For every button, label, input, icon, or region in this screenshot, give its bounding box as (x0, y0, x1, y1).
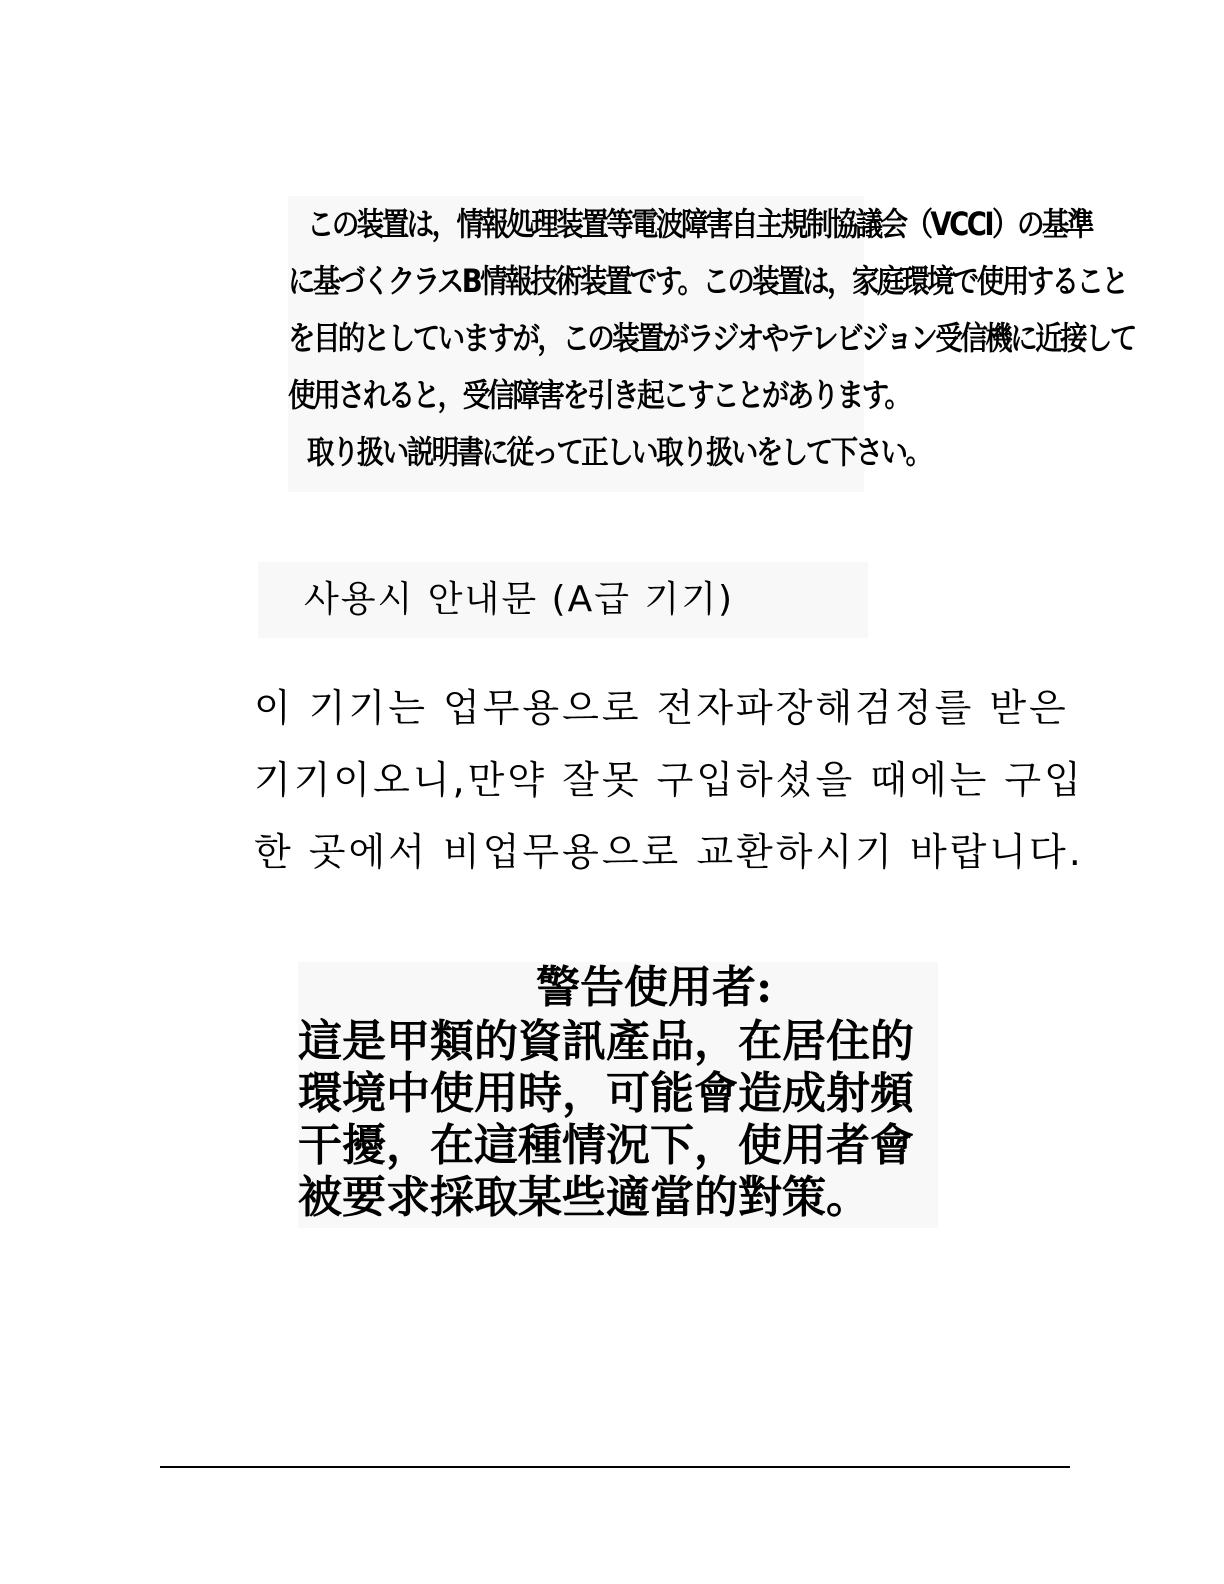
zh-warning-line: 干擾，在這種情況下，使用者會 (298, 1120, 914, 1171)
korean-notice-heading: 사용시 안내문 (A급 기기) (258, 562, 868, 638)
zh-warning-line: 被要求採取某些適當的對策。 (298, 1172, 870, 1223)
footer-divider (160, 1466, 1070, 1468)
zh-warning-line: 環境中使用時，可能會造成射頻 (298, 1068, 914, 1119)
jp-notice-line: 使用されると，受信障害を引き起こすことがあります。 (288, 376, 910, 414)
jp-notice-line: に基づくクラスB情報技術装置です。この装置は，家庭環境で使用すること (288, 262, 1127, 300)
jp-notice-line: この装置は，情報処理装置等電波障害自主規制協議会（VCCI）の基準 (306, 205, 1092, 243)
japanese-vcci-notice (288, 196, 1135, 492)
korean-notice-body (254, 672, 1084, 874)
chinese-user-warning (298, 962, 938, 1228)
jp-notice-line: 取り扱い説明書に従って正しい取り扱いをして下さい。 (306, 433, 931, 471)
kr-notice-line: 한 곳에서 비업무용으로 교환하시기 바랍니다. (254, 830, 1084, 874)
jp-notice-line: を目的としていますが，この装置がラジオやテレビジョン受信機に近接して (288, 319, 1135, 357)
kr-notice-line: 이 기기는 업무용으로 전자파장해검정를 받은 (254, 686, 1069, 730)
zh-warning-line: 這是甲類的資訊產品，在居住的 (298, 1016, 914, 1067)
kr-notice-line: 기기이오니,만약 잘못 구입하셨을 때에는 구입 (254, 758, 1084, 802)
zh-warning-title: 警告使用者: (536, 962, 773, 1013)
